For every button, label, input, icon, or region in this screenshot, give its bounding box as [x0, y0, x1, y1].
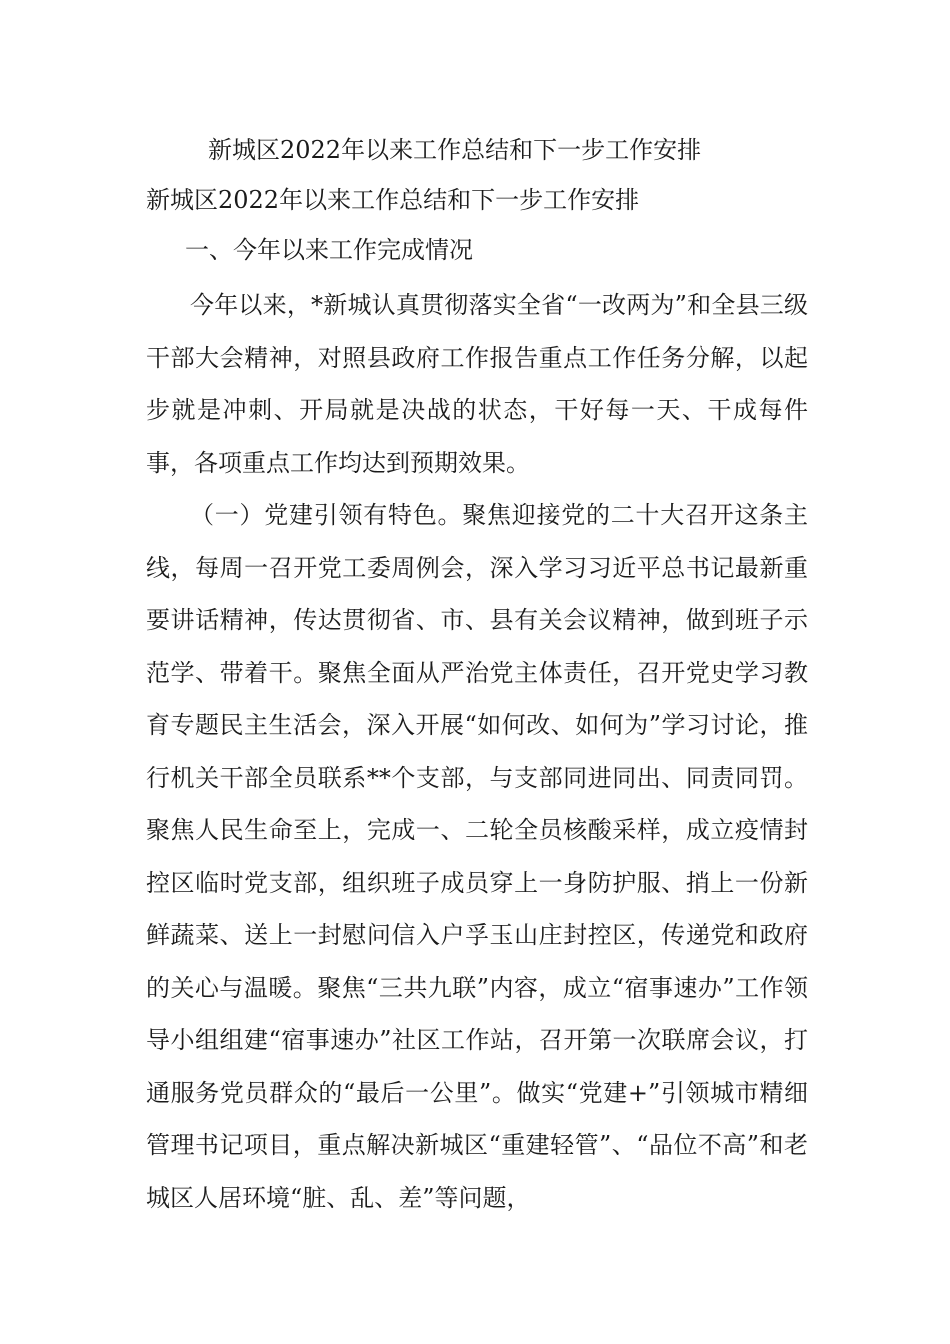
document-subtitle: 新城区2022年以来工作总结和下一步工作安排 — [146, 186, 640, 214]
section-heading: 一、今年以来工作完成情况 — [185, 236, 473, 264]
body-paragraph-party-building: （一）党建引领有特色。聚焦迎接党的二十大召开这条主线，每周一召开党工委周例会，深入学习习近平总书记最新重要讲话精神，传达贯彻省、市、县有关会议精神，做到班子示范学、带着干。聚焦全面从严治党主体责任，召开党史学习教育专题民主生活会，深入开展“如何改、如何为”学习讨论，推行机关干部全员联系**个支部，与支部同进同出、同责同罚。聚焦人民生命至上，完成一、二轮全员核酸采样，成立疫情封控区临时党支部，组织班子成员穿上一身防护服、捎上一份新鲜蔬菜、送上一封慰问信入户孚玉山庄封控区，传递党和政府的关心与温暖。聚焦“三共九联”内容，成立“宿事速办”工作领导小组组建“宿事速办”社区工作站，召开第一次联席会议，打通服务党员群众的“最后一公里”。做实“党建+”引领城市精细管理书记项目，重点解决新城区“重建轻管”、“品位不高”和老城区人居环境“脏、乱、差”等问题， — [146, 501, 808, 1212]
body-paragraph-intro: 今年以来，*新城认真贯彻落实全省“一改两为”和全县三级干部大会精神，对照县政府工作报告重点工作任务分解，以起步就是冲刺、开局就是决战的状态，干好每一天、干成每件事，各项重点工作均达到预期效果。 — [146, 291, 808, 477]
document-title: 新城区2022年以来工作总结和下一步工作安排 — [208, 136, 702, 164]
